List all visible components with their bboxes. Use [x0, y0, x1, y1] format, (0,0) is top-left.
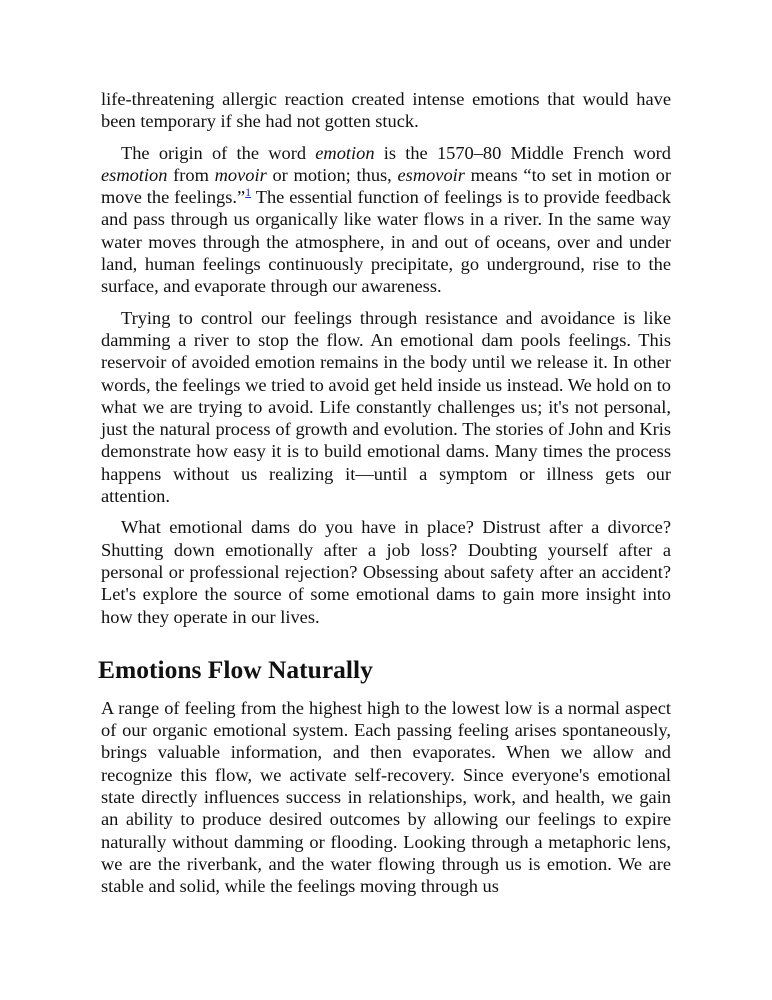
italic-term-esmotion: esmotion [101, 164, 168, 185]
paragraph-questions: What emotional dams do you have in place? Distrust after a divorce? Shutting down emotionally after a job loss? Doubting yourself after a personal or professional rejection? Obsessing about safety after an accident? Let's explore the source of some emotional dams to gain more insight into how they operate in our lives. [101, 517, 671, 627]
text-span: The essential function of feelings is to provide feedback and pass through us organically like water flows in a river. In the same way water moves through the atmosphere, in and out of oceans, over and under land, human feelings continuously precipitate, go underground, rise to the surface, and evaporate through our awareness. [101, 187, 671, 297]
paragraph-emotional-dams: Trying to control our feelings through resistance and avoidance is like damming a river to stop the flow. An emotional dam pools feelings. This reservoir of avoided emotion remains in the body until we release it. In other words, the feelings we tried to avoid get held inside us instead. We hold on to what we are trying to avoid. Life constantly challenges us; it's not personal, just the natural process of growth and evolution. The stories of John and Kris demonstrate how easy it is to build emotional dams. Many times the process happens without us realizing it—until a symptom or illness gets our attention. [101, 307, 671, 507]
paragraph-word-origin [101, 142, 671, 298]
italic-term-emotion: emotion [315, 142, 375, 163]
italic-term-movoir: movoir [214, 164, 267, 185]
text-span: or motion; thus, [266, 164, 398, 185]
text-span: is the 1570–80 Middle French word [374, 142, 671, 163]
section-heading: Emotions Flow Naturally [98, 654, 373, 684]
text-span: from [167, 164, 215, 185]
paragraph-emotions-flow: A range of feeling from the highest high to the lowest low is a normal aspect of our organic emotional system. Each passing feeling arises spontaneously, brings valuable information, and then evaporates. When we allow and recognize this flow, we activate self-recovery. Since everyone's emotional state directly influences success in relationships, work, and health, we gain an ability to produce desired outcomes by allowing our feelings to expire naturally without damming or flooding. Looking through a metaphoric lens, we are the riverbank, and the water flowing through us is emotion. We are stable and solid, while the feelings moving through us [101, 697, 671, 897]
text-span: The origin of the word [121, 142, 316, 163]
paragraph-continuation: life-threatening allergic reaction created intense emotions that would have been temporary if she had not gotten stuck. [101, 89, 671, 132]
italic-term-esmovoir: esmovoir [397, 164, 465, 185]
document-page [98, 88, 671, 898]
text-span: means “to set in motion or move the feelings.” [101, 164, 671, 208]
footnote-link[interactable]: 1 [245, 185, 252, 200]
